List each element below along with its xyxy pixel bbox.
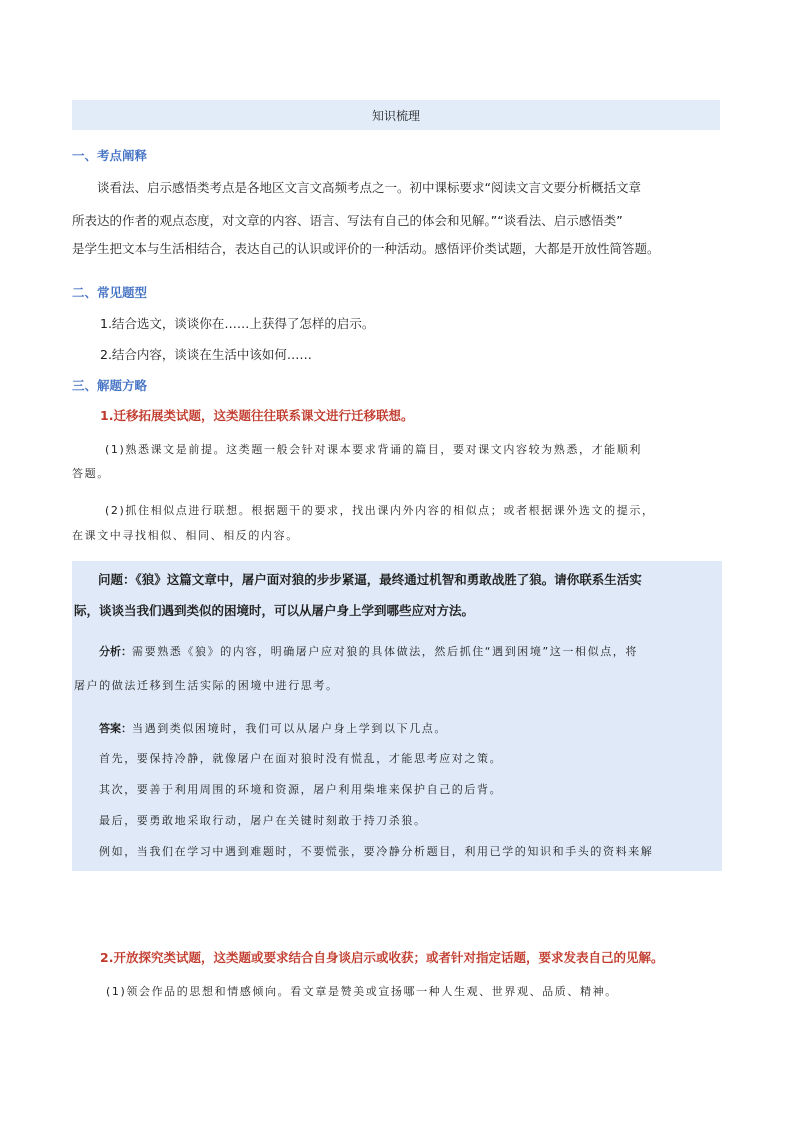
answer-text: 首先，要保持冷静，就像屠户在面对狼时没有慌乱，才能思考应对之策。: [99, 752, 503, 765]
analysis-text: 屠户的做法迁移到生活实际的困境中进行思考。: [74, 679, 339, 692]
method-text: 答题。: [72, 467, 110, 480]
section-heading-2: 二、常见题型: [72, 285, 148, 300]
list-item: 2.结合内容，谈谈在生活中该如何……: [100, 347, 312, 362]
analysis-label: 分析：: [99, 645, 132, 658]
question-text: 问题：《狼》这篇文章中，屠户面对狼的步步紧逼，最终通过机智和勇敢战胜了狼。请你联系生活实: [98, 572, 642, 587]
answer-text: 最后，要勇敢地采取行动，屠户在关键时刻敢于持刀杀狼。: [99, 814, 427, 827]
question-text: 际，谈谈当我们遇到类似的困境时，可以从屠户身上学到哪些应对方法。: [74, 603, 475, 618]
title-bar: [72, 100, 720, 130]
point-heading-2: 2.开放探究类试题，这类题或要求结合自身谈启示或收获；或者针对指定话题，要求发表自己的见解。: [100, 950, 664, 965]
paragraph-line: 谈看法、启示感悟类考点是各地区文言文高频考点之一。初中课标要求“阅读文言文要分析概括文章: [97, 180, 641, 195]
section-heading-1: 一、考点阐释: [72, 148, 148, 163]
method-text: (1)熟悉课文是前提。这类题一般会针对课本要求背诵的篇目，要对课文内容较为熟悉，才能顺利: [105, 443, 642, 456]
point-heading-1: 1.迁移拓展类试题，这类题往往联系课文进行迁移联想。: [100, 408, 414, 423]
section-heading-3: 三、解题方略: [72, 378, 148, 393]
paragraph-line: 是学生把文本与生活相结合，表达自己的认识或评价的一种活动。感悟评价类试题，大都是开放性简答题。: [72, 241, 660, 256]
example-box: [72, 561, 722, 871]
analysis-line: [99, 643, 638, 659]
method-text: (1)领会作品的思想和情感倾向。看文章是赞美或宣扬哪一种人生观、世界观、品质、精神。: [106, 985, 618, 998]
answer-text: 其次，要善于利用周围的环境和资源，屠户利用柴堆来保护自己的后背。: [99, 783, 503, 796]
answer-text: 例如，当我们在学习中遇到难题时，不要慌张，要冷静分析题目，利用已学的知识和手头的资料来解: [99, 845, 654, 858]
answer-label: 答案：: [99, 722, 132, 735]
analysis-text: 需要熟悉《狼》的内容，明确屠户应对狼的具体做法，然后抓住“遇到困境”这一相似点，将: [132, 645, 638, 658]
answer-text: 当遇到类似困境时，我们可以从屠户身上学到以下几点。: [132, 722, 447, 735]
answer-line: [99, 720, 447, 736]
list-item: 1.结合选文，谈谈你在……上获得了怎样的启示。: [100, 316, 375, 331]
page-title: 知识梳理: [371, 109, 420, 123]
method-text: 在课文中寻找相似、相同、相反的内容。: [72, 529, 299, 542]
method-text: (2)抓住相似点进行联想。根据题干的要求，找出课内外内容的相似点；或者根据课外选文的提示，: [105, 504, 655, 517]
paragraph-line: 所表达的作者的观点态度，对文章的内容、语言、写法有自己的体会和见解。”“谈看法、启示感悟类”: [72, 213, 623, 228]
